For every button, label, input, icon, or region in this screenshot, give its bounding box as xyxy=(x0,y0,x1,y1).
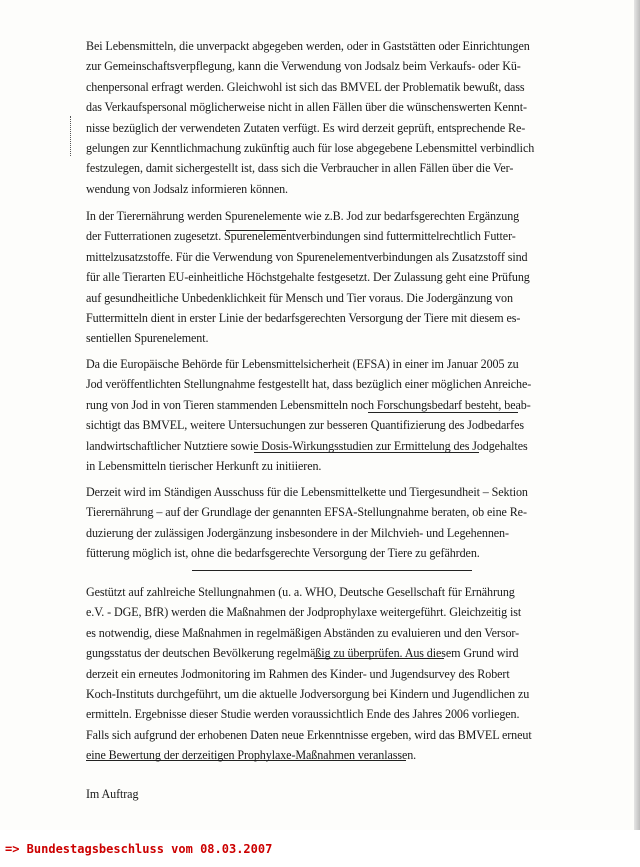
text-line: der Futterrationen zugesetzt. Spurenelementverbindungen sind futtermittelrechtlich Futter- xyxy=(86,229,516,244)
handwritten-underline xyxy=(86,760,406,761)
text-line: ermitteln. Ergebnisse dieser Studie werden voraussichtlich Ende des Jahres 2006 vorliegen. xyxy=(86,707,520,722)
text-line: duzierung der zulässigen Jodergänzung insbesondere in der Milchvieh- und Legehennen- xyxy=(86,525,509,540)
text-line: nisse bezüglich der verwendeten Zutaten verfügt. Es wird derzeit geprüft, entsprechende Re- xyxy=(86,120,526,135)
text-line: sentiellen Spurenelement. xyxy=(86,331,209,346)
text-line: Derzeit wird im Ständigen Ausschuss für die Lebensmittelkette und Tiergesundheit – Sektion xyxy=(86,485,528,499)
text-line: mittelzusatzstoffe. Für die Verwendung von Spurenelementverbindungen als Zusatzstoff sind xyxy=(86,249,528,264)
handwritten-underline xyxy=(226,230,286,231)
paragraph-iodine-prophylaxis xyxy=(86,582,616,766)
text-line: derzeit ein erneutes Jodmonitoring im Rahmen des Kinder- und Jugendsurvey des Robert xyxy=(86,666,510,681)
text-line: das Verkaufspersonal möglicherweise nicht in allen Fällen über die wünschenswerten Kennt- xyxy=(86,100,527,115)
text-line: Futtermitteln dient in erster Linie der bedarfsgerechten Versorgung der Tiere mit diesem es- xyxy=(86,311,521,326)
text-line: Tierernährung – auf der Grundlage der genannten EFSA-Stellungnahme beraten, ob eine Re- xyxy=(86,505,527,520)
bundestagsbeschluss-link[interactable]: => Bundestagsbeschluss vom 08.03.2007 xyxy=(5,842,273,856)
handwritten-underline xyxy=(254,452,479,453)
text-line: es notwendig, diese Maßnahmen in regelmäßigen Abständen zu evaluieren und den Versor- xyxy=(86,625,519,640)
text-line: landwirtschaftlicher Nutztiere sowie Dosis-Wirkungsstudien zur Ermittelung des Jodgehaltes xyxy=(86,438,528,453)
text-line: fütterung möglich ist, ohne die bedarfsgerechte Versorgung der Tiere zu gefährden. xyxy=(86,546,480,561)
text-line: chenpersonal erfragt werden. Gleichwohl ist sich das BMVEL der Problematik bewußt, dass xyxy=(86,79,525,94)
text-line: Jod veröffentlichten Stellungnahme festgestellt hat, dass bezüglich einer möglichen Anreiche- xyxy=(86,377,532,392)
paragraph-standing-committee xyxy=(86,482,616,564)
text-line: rung von Jod in von Tieren stammenden Lebensmitteln noch Forschungsbedarf besteht, beab- xyxy=(86,397,531,412)
text-line: Koch-Instituts durchgeführt, um die aktuelle Jodversorgung bei Kindern und Jugendlichen zu xyxy=(86,687,530,702)
text-line: Da die Europäische Behörde für Lebensmittelsicherheit (EFSA) in einer im Januar 2005 zu xyxy=(86,357,519,371)
text-line: auf gesundheitliche Unbedenklichkeit für Mensch und Tier voraus. Die Jodergänzung von xyxy=(86,290,513,305)
text-line: e.V. - DGE, BfR) werden die Maßnahmen der Jodprophylaxe weitergeführt. Gleichzeitig ist xyxy=(86,605,522,620)
text-line: eine Bewertung der derzeitigen Prophylaxe-Maßnahmen veranlassen. xyxy=(86,748,417,763)
page-footer xyxy=(0,830,640,867)
text-line: Gestützt auf zahlreiche Stellungnahmen (u. a. WHO, Deutsche Gesellschaft für Ernährung xyxy=(86,585,515,599)
scan-edge-shadow xyxy=(634,0,640,830)
text-line: zur Gemeinschaftsverpflegung, kann die Verwendung von Jodsalz beim Verkaufs- oder Kü- xyxy=(86,59,521,74)
text-line: In der Tierernährung werden Spurenelemente wie z.B. Jod zur bedarfsgerechten Ergänzung xyxy=(86,209,520,223)
handwritten-underline xyxy=(314,658,444,659)
text-line: für alle Tierarten EU-einheitliche Höchstgehalte festgesetzt. Der Zulassung geht eine Prüfung xyxy=(86,270,530,285)
text-line: festzulegen, damit sichergestellt ist, dass sich die Verbraucher in allen Fällen über die Ver- xyxy=(86,161,514,176)
text-line: Falls sich aufgrund der erhobenen Daten neue Erkenntnisse ergeben, wird das BMVEL erneut xyxy=(86,727,532,742)
handwritten-underline xyxy=(368,412,518,413)
signoff xyxy=(86,784,616,804)
text-line: wendung von Jodsalz informieren können. xyxy=(86,181,288,196)
signoff-text: Im Auftrag xyxy=(86,787,139,801)
paragraph-animal-nutrition xyxy=(86,206,616,349)
margin-annotation-mark xyxy=(70,116,75,156)
handwritten-underline xyxy=(192,570,472,571)
text-line: gelungen zur Kenntlichmachung zukünftig auch für lose abgegebene Lebensmittel verbindlich xyxy=(86,141,535,156)
text-line: in Lebensmitteln tierischer Herkunft zu initiieren. xyxy=(86,459,322,474)
paragraph-efsa-research xyxy=(86,354,616,476)
text-line: Bei Lebensmitteln, die unverpackt abgegeben werden, oder in Gaststätten oder Einrichtungen xyxy=(86,39,530,53)
text-line: sichtigt das BMVEL, weitere Untersuchungen zur besseren Quantifizierung des Jodbedarfes xyxy=(86,418,524,433)
text-line: gungsstatus der deutschen Bevölkerung regelmäßig zu überprüfen. Aus diesem Grund wird xyxy=(86,646,519,661)
paragraph-labeling-unpacked-food xyxy=(86,36,616,199)
